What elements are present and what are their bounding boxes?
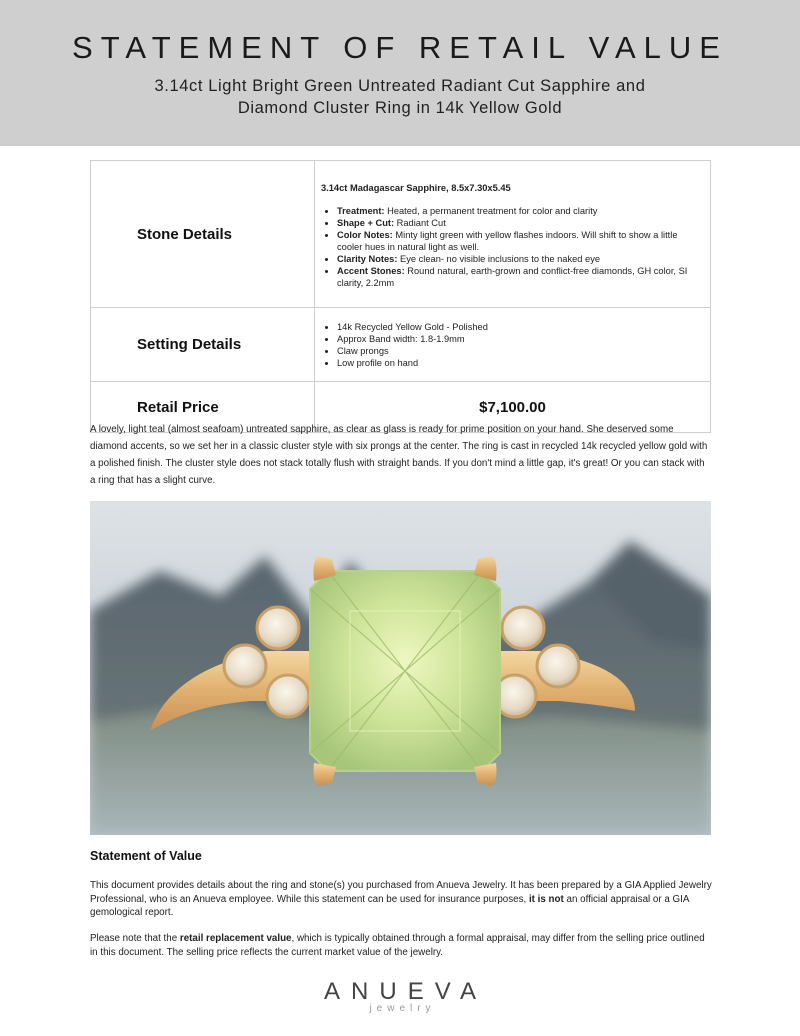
list-item xyxy=(337,265,702,289)
item-key: Accent Stones: xyxy=(337,265,405,276)
statement-paragraph-2 xyxy=(90,932,712,959)
item-key: Treatment: xyxy=(337,205,385,216)
details-table xyxy=(90,160,711,433)
list-item: • Claw prongs xyxy=(337,345,702,357)
header-banner xyxy=(0,0,800,146)
item-value: Radiant Cut xyxy=(394,217,446,228)
text-run: Please note that the xyxy=(90,933,180,944)
text-run: an official appraisal or a GIA gemological report. xyxy=(90,893,689,918)
retail-price-label: Retail Price xyxy=(91,382,315,433)
list-item xyxy=(337,229,702,253)
statement-paragraph-1 xyxy=(90,879,712,920)
list-item: • 14k Recycled Yellow Gold - Polished xyxy=(337,321,702,333)
setting-details-list xyxy=(321,321,702,369)
item-key: Clarity Notes: xyxy=(337,253,398,264)
item-value: Minty light green with yellow flashes indoors. Will shift to show a little cooler hues in natural light as well. xyxy=(337,229,678,252)
item-value: Round natural, earth-grown and conflict-free diamonds, GH color, SI clarity, 2.2mm xyxy=(337,265,688,288)
list-item xyxy=(337,253,702,265)
stone-details-list xyxy=(321,205,702,289)
item-value: Heated, a permanent treatment for color and clarity xyxy=(384,205,598,216)
page-subtitle: 3.14ct Light Bright Green Untreated Radiant Cut Sapphire and Diamond Cluster Ring in 14k Yellow Gold xyxy=(154,77,646,117)
setting-details-content xyxy=(315,308,711,382)
setting-details-row xyxy=(91,308,711,382)
list-item xyxy=(337,217,702,229)
stone-details-label: Stone Details xyxy=(91,161,315,308)
brand-logo xyxy=(0,978,800,1014)
retail-price-value: $7,100.00 xyxy=(315,382,711,433)
ring-illustration xyxy=(90,501,711,835)
stone-details-row xyxy=(91,161,711,308)
emphasis-text: retail replacement value xyxy=(179,933,292,944)
logo-wordmark: ANUEVA xyxy=(324,978,487,1005)
setting-details-label: Setting Details xyxy=(91,308,315,382)
list-item xyxy=(337,205,702,217)
list-item: • Approx Band width: 1.8-1.9mm xyxy=(337,333,702,345)
item-key: Color Notes: xyxy=(337,229,393,240)
stone-heading: 3.14ct Madagascar Sapphire, 8.5x7.30x5.45 xyxy=(321,182,511,193)
item-key: Shape + Cut: xyxy=(337,217,395,228)
text-run: , which is typically obtained through a formal appraisal, may differ from the selling price outlined in this document. The selling price reflects the current market value of the jewelry. xyxy=(90,933,705,958)
product-description: A lovely, light teal (almost seafoam) untreated sapphire, as clear as glass is ready for prime position on your hand. She deserved some diamond accents, so we set her in a classic cluster style with six prongs at the center. The ring is cast in recycled 14k recycled yellow gold with a polished finish. The cluster style does not stack totally flush with straight bands. If you don't mind a little gap, it's great! Or you can stack with a ring that has a slight curve. xyxy=(90,424,708,486)
text-run: This document provides details about the ring and stone(s) you purchased from Anueva Jewelry. It has been prepared by a GIA Applied Jewelry Professional, who is an Anueva employee. While this statement can be used for insurance purposes, xyxy=(90,880,712,905)
logo-subtext: jewelry xyxy=(369,1003,436,1014)
page-title: STATEMENT OF RETAIL VALUE xyxy=(72,30,728,65)
emphasis-text: it is not xyxy=(528,893,564,905)
list-item: • Low profile on hand xyxy=(337,357,702,369)
stone-details-content xyxy=(315,161,711,308)
ring-photo xyxy=(90,501,711,835)
statement-heading: Statement of Value xyxy=(90,849,202,863)
item-value: Eye clean- no visible inclusions to the naked eye xyxy=(397,253,601,264)
